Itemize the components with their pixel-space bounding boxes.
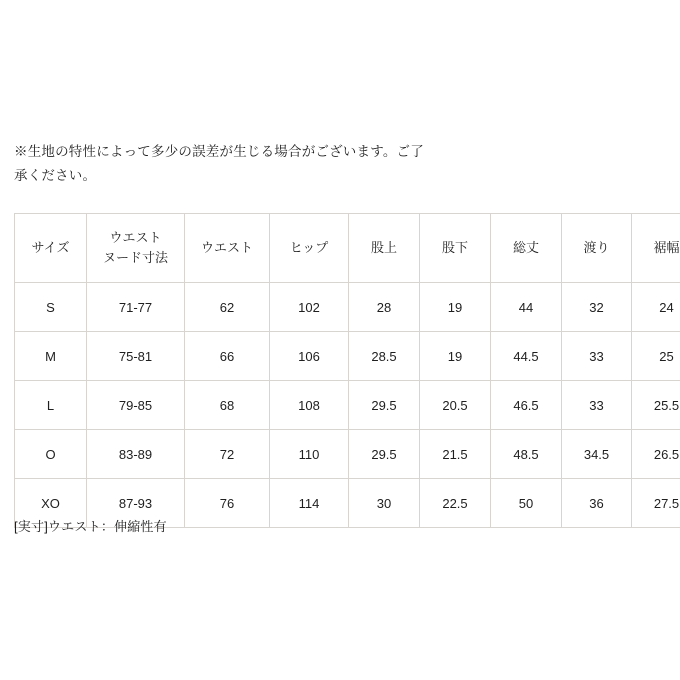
disclaimer-note-top: ※生地の特性によって多少の誤差が生じる場合がございます。ご了承ください。 — [14, 144, 424, 183]
cell-thigh: 34.5 — [562, 430, 632, 479]
cell-total-length: 50 — [491, 479, 562, 528]
column-header-hip — [270, 214, 349, 283]
cell-total-length: 46.5 — [491, 381, 562, 430]
column-header-line1: ウエスト — [200, 239, 253, 255]
cell-waist-nude: 71-77 — [87, 283, 185, 332]
table-row — [15, 381, 680, 430]
cell-size: XO — [15, 479, 87, 528]
column-header-line1: ウエスト — [109, 229, 162, 245]
column-header-line1: 股上 — [370, 239, 397, 255]
measurement-note-bottom: [実寸]ウエスト：伸縮性有 — [14, 519, 167, 534]
table-header-row — [15, 214, 680, 283]
cell-size: L — [15, 381, 87, 430]
column-header-total-length — [491, 214, 562, 283]
cell-thigh: 32 — [562, 283, 632, 332]
cell-rise: 28 — [349, 283, 420, 332]
cell-hip: 114 — [270, 479, 349, 528]
column-header-line1: 渡り — [583, 239, 610, 255]
column-header-size — [15, 214, 87, 283]
cell-size: M — [15, 332, 87, 381]
table-row — [15, 283, 680, 332]
column-header-line1: ヒップ — [289, 239, 329, 255]
cell-hem-width: 25.5 — [632, 381, 680, 430]
cell-inseam: 22.5 — [420, 479, 491, 528]
cell-total-length: 48.5 — [491, 430, 562, 479]
cell-rise: 30 — [349, 479, 420, 528]
cell-waist: 66 — [185, 332, 270, 381]
cell-size: O — [15, 430, 87, 479]
cell-hip: 106 — [270, 332, 349, 381]
cell-waist-nude: 87-93 — [87, 479, 185, 528]
cell-inseam: 21.5 — [420, 430, 491, 479]
cell-total-length: 44 — [491, 283, 562, 332]
column-header-hem-width — [632, 214, 680, 283]
size-table — [14, 213, 680, 528]
column-header-line1: 総丈 — [512, 239, 539, 255]
cell-thigh: 33 — [562, 381, 632, 430]
column-header-waist-nude — [87, 214, 185, 283]
cell-size: S — [15, 283, 87, 332]
cell-waist-nude: 79-85 — [87, 381, 185, 430]
cell-total-length: 44.5 — [491, 332, 562, 381]
cell-hip: 110 — [270, 430, 349, 479]
cell-waist: 76 — [185, 479, 270, 528]
column-header-waist — [185, 214, 270, 283]
cell-hem-width: 25 — [632, 332, 680, 381]
cell-hem-width: 27.5 — [632, 479, 680, 528]
cell-hem-width: 24 — [632, 283, 680, 332]
cell-hip: 102 — [270, 283, 349, 332]
column-header-rise — [349, 214, 420, 283]
cell-hip: 108 — [270, 381, 349, 430]
column-header-inseam — [420, 214, 491, 283]
cell-waist: 68 — [185, 381, 270, 430]
cell-waist-nude: 75-81 — [87, 332, 185, 381]
cell-waist: 72 — [185, 430, 270, 479]
cell-hem-width: 26.5 — [632, 430, 680, 479]
column-header-line1: 裾幅 — [653, 239, 680, 255]
table-row — [15, 332, 680, 381]
cell-inseam: 19 — [420, 332, 491, 381]
cell-rise: 29.5 — [349, 430, 420, 479]
column-header-thigh — [562, 214, 632, 283]
cell-rise: 29.5 — [349, 381, 420, 430]
column-header-line1: サイズ — [31, 239, 70, 255]
cell-thigh: 33 — [562, 332, 632, 381]
cell-waist-nude: 83-89 — [87, 430, 185, 479]
cell-inseam: 19 — [420, 283, 491, 332]
cell-inseam: 20.5 — [420, 381, 491, 430]
table-row — [15, 430, 680, 479]
cell-waist: 62 — [185, 283, 270, 332]
column-header-line1: 股下 — [441, 239, 468, 255]
cell-thigh: 36 — [562, 479, 632, 528]
cell-rise: 28.5 — [349, 332, 420, 381]
size-table-container — [14, 213, 680, 528]
column-header-line2: ヌード寸法 — [102, 250, 168, 265]
